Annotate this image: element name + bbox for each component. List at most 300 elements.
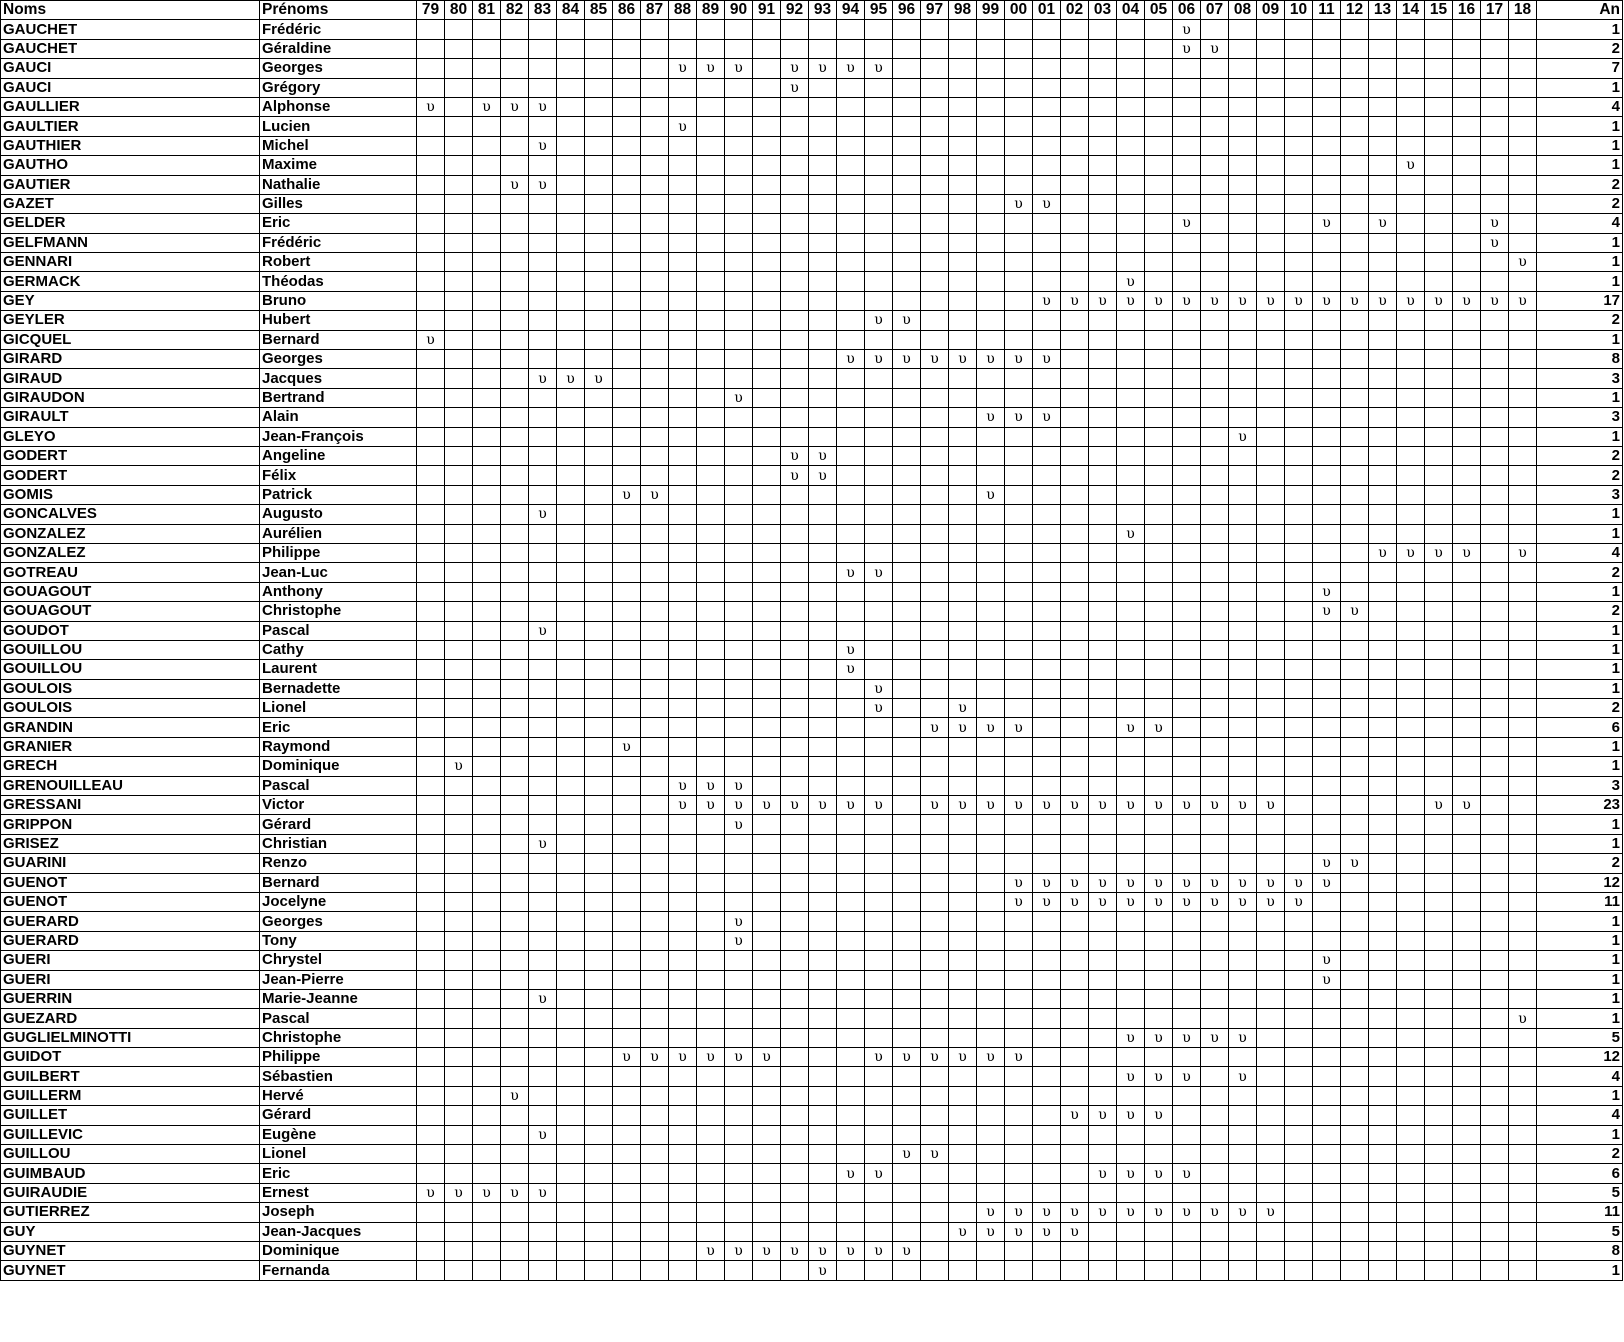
- cell-empty-16: [1453, 989, 1481, 1008]
- cell-empty-86: [613, 78, 641, 97]
- cell-empty-05: [1145, 330, 1173, 349]
- cell-empty-11: [1313, 1106, 1341, 1125]
- cell-empty-87: [641, 776, 669, 795]
- cell-empty-13: [1369, 602, 1397, 621]
- cell-mark-94: υ: [837, 563, 865, 582]
- cell-empty-96: [893, 892, 921, 911]
- cell-empty-86: [613, 136, 641, 155]
- cell-empty-84: [557, 20, 585, 39]
- cell-empty-82: [501, 892, 529, 911]
- cell-empty-84: [557, 1164, 585, 1183]
- cell-empty-07: [1201, 1106, 1229, 1125]
- cell-empty-08: [1229, 1145, 1257, 1164]
- cell-empty-81: [473, 718, 501, 737]
- cell-total: 4: [1537, 1067, 1623, 1086]
- cell-empty-91: [753, 892, 781, 911]
- cell-empty-81: [473, 602, 501, 621]
- cell-empty-92: [781, 834, 809, 853]
- cell-mark-82: υ: [501, 1086, 529, 1105]
- cell-empty-14: [1397, 989, 1425, 1008]
- cell-empty-12: [1341, 1183, 1369, 1202]
- cell-nom: GEY: [1, 291, 260, 310]
- cell-empty-04: [1117, 214, 1145, 233]
- cell-mark-94: υ: [837, 640, 865, 659]
- cell-empty-07: [1201, 97, 1229, 116]
- cell-empty-10: [1285, 214, 1313, 233]
- header-year-91: 91: [753, 1, 781, 20]
- cell-empty-79: [417, 621, 445, 640]
- cell-empty-79: [417, 1145, 445, 1164]
- cell-empty-97: [921, 776, 949, 795]
- cell-empty-80: [445, 117, 473, 136]
- cell-empty-16: [1453, 1086, 1481, 1105]
- cell-empty-13: [1369, 408, 1397, 427]
- cell-empty-03: [1089, 194, 1117, 213]
- cell-empty-89: [697, 679, 725, 698]
- cell-empty-01: [1033, 1125, 1061, 1144]
- cell-empty-12: [1341, 776, 1369, 795]
- cell-empty-12: [1341, 1106, 1369, 1125]
- cell-empty-98: [949, 1125, 977, 1144]
- cell-empty-82: [501, 1125, 529, 1144]
- cell-empty-05: [1145, 1048, 1173, 1067]
- cell-empty-10: [1285, 776, 1313, 795]
- cell-empty-13: [1369, 78, 1397, 97]
- cell-total: 5: [1537, 1222, 1623, 1241]
- cell-empty-01: [1033, 1048, 1061, 1067]
- cell-nom: GOULOIS: [1, 679, 260, 698]
- cell-empty-04: [1117, 660, 1145, 679]
- cell-empty-05: [1145, 485, 1173, 504]
- cell-empty-94: [837, 989, 865, 1008]
- cell-empty-85: [585, 136, 613, 155]
- cell-empty-91: [753, 834, 781, 853]
- cell-mark-18: υ: [1509, 291, 1537, 310]
- cell-empty-13: [1369, 970, 1397, 989]
- cell-empty-98: [949, 369, 977, 388]
- cell-empty-93: [809, 524, 837, 543]
- cell-empty-12: [1341, 815, 1369, 834]
- cell-empty-83: [529, 291, 557, 310]
- cell-empty-80: [445, 1028, 473, 1047]
- cell-empty-01: [1033, 737, 1061, 756]
- cell-empty-08: [1229, 505, 1257, 524]
- cell-empty-10: [1285, 350, 1313, 369]
- cell-nom: GUIMBAUD: [1, 1164, 260, 1183]
- cell-empty-97: [921, 253, 949, 272]
- cell-empty-06: [1173, 78, 1201, 97]
- cell-prenom: Patrick: [260, 485, 417, 504]
- cell-empty-84: [557, 854, 585, 873]
- cell-empty-82: [501, 427, 529, 446]
- cell-empty-80: [445, 892, 473, 911]
- cell-empty-09: [1257, 466, 1285, 485]
- cell-empty-10: [1285, 1009, 1313, 1028]
- cell-mark-00: υ: [1005, 350, 1033, 369]
- cell-empty-14: [1397, 699, 1425, 718]
- cell-empty-12: [1341, 660, 1369, 679]
- cell-empty-00: [1005, 1261, 1033, 1280]
- cell-mark-83: υ: [529, 369, 557, 388]
- cell-empty-10: [1285, 640, 1313, 659]
- cell-empty-18: [1509, 873, 1537, 892]
- cell-empty-96: [893, 117, 921, 136]
- cell-empty-91: [753, 679, 781, 698]
- cell-empty-05: [1145, 679, 1173, 698]
- cell-mark-91: υ: [753, 1048, 781, 1067]
- cell-empty-07: [1201, 834, 1229, 853]
- cell-empty-91: [753, 466, 781, 485]
- cell-mark-80: υ: [445, 1183, 473, 1202]
- cell-mark-12: υ: [1341, 602, 1369, 621]
- cell-empty-11: [1313, 776, 1341, 795]
- cell-total: 1: [1537, 970, 1623, 989]
- cell-empty-86: [613, 20, 641, 39]
- cell-empty-14: [1397, 1183, 1425, 1202]
- cell-empty-16: [1453, 59, 1481, 78]
- cell-total: 1: [1537, 505, 1623, 524]
- cell-empty-15: [1425, 311, 1453, 330]
- cell-nom: GUYNET: [1, 1261, 260, 1280]
- cell-empty-98: [949, 582, 977, 601]
- cell-empty-17: [1481, 1125, 1509, 1144]
- cell-empty-88: [669, 39, 697, 58]
- cell-empty-91: [753, 1067, 781, 1086]
- cell-empty-03: [1089, 524, 1117, 543]
- cell-empty-96: [893, 156, 921, 175]
- cell-empty-16: [1453, 1222, 1481, 1241]
- cell-mark-07: υ: [1201, 796, 1229, 815]
- cell-empty-07: [1201, 582, 1229, 601]
- cell-empty-96: [893, 253, 921, 272]
- cell-empty-08: [1229, 679, 1257, 698]
- cell-empty-87: [641, 1086, 669, 1105]
- cell-empty-93: [809, 1222, 837, 1241]
- cell-empty-88: [669, 1028, 697, 1047]
- cell-nom: GRIPPON: [1, 815, 260, 834]
- table-row: [1, 59, 1623, 78]
- cell-empty-80: [445, 1203, 473, 1222]
- cell-empty-17: [1481, 1164, 1509, 1183]
- cell-empty-94: [837, 39, 865, 58]
- cell-empty-95: [865, 1106, 893, 1125]
- cell-empty-85: [585, 233, 613, 252]
- cell-empty-81: [473, 640, 501, 659]
- cell-empty-02: [1061, 175, 1089, 194]
- cell-mark-06: υ: [1173, 39, 1201, 58]
- cell-empty-92: [781, 1106, 809, 1125]
- cell-empty-83: [529, 931, 557, 950]
- cell-empty-16: [1453, 1261, 1481, 1280]
- cell-empty-99: [977, 388, 1005, 407]
- cell-mark-86: υ: [613, 1048, 641, 1067]
- cell-empty-13: [1369, 776, 1397, 795]
- cell-empty-79: [417, 59, 445, 78]
- cell-empty-11: [1313, 718, 1341, 737]
- cell-empty-83: [529, 718, 557, 737]
- cell-empty-95: [865, 873, 893, 892]
- cell-empty-08: [1229, 136, 1257, 155]
- cell-empty-93: [809, 97, 837, 116]
- cell-empty-89: [697, 892, 725, 911]
- cell-empty-11: [1313, 505, 1341, 524]
- cell-empty-97: [921, 660, 949, 679]
- cell-empty-96: [893, 1028, 921, 1047]
- cell-empty-98: [949, 815, 977, 834]
- cell-empty-89: [697, 757, 725, 776]
- cell-empty-10: [1285, 970, 1313, 989]
- cell-empty-81: [473, 253, 501, 272]
- cell-mark-03: υ: [1089, 892, 1117, 911]
- table-row: [1, 912, 1623, 931]
- cell-empty-00: [1005, 272, 1033, 291]
- cell-empty-99: [977, 59, 1005, 78]
- cell-empty-81: [473, 543, 501, 562]
- cell-empty-10: [1285, 699, 1313, 718]
- cell-empty-96: [893, 1086, 921, 1105]
- cell-empty-07: [1201, 737, 1229, 756]
- cell-empty-08: [1229, 718, 1257, 737]
- cell-empty-85: [585, 466, 613, 485]
- cell-empty-96: [893, 912, 921, 931]
- cell-empty-06: [1173, 1183, 1201, 1202]
- cell-empty-95: [865, 330, 893, 349]
- cell-empty-89: [697, 660, 725, 679]
- cell-empty-03: [1089, 815, 1117, 834]
- cell-prenom: Bernard: [260, 330, 417, 349]
- cell-empty-83: [529, 1145, 557, 1164]
- cell-empty-97: [921, 1086, 949, 1105]
- cell-empty-18: [1509, 1145, 1537, 1164]
- cell-empty-15: [1425, 350, 1453, 369]
- cell-mark-16: υ: [1453, 291, 1481, 310]
- cell-empty-85: [585, 1203, 613, 1222]
- cell-mark-93: υ: [809, 1242, 837, 1261]
- cell-prenom: Hervé: [260, 1086, 417, 1105]
- cell-empty-83: [529, 485, 557, 504]
- cell-mark-90: υ: [725, 796, 753, 815]
- cell-empty-05: [1145, 369, 1173, 388]
- cell-empty-13: [1369, 524, 1397, 543]
- cell-prenom: Michel: [260, 136, 417, 155]
- cell-empty-00: [1005, 446, 1033, 465]
- cell-empty-16: [1453, 466, 1481, 485]
- cell-empty-17: [1481, 311, 1509, 330]
- cell-empty-83: [529, 640, 557, 659]
- cell-empty-98: [949, 660, 977, 679]
- cell-empty-00: [1005, 1183, 1033, 1202]
- cell-empty-82: [501, 350, 529, 369]
- cell-empty-10: [1285, 446, 1313, 465]
- cell-empty-87: [641, 602, 669, 621]
- cell-empty-96: [893, 718, 921, 737]
- cell-empty-98: [949, 834, 977, 853]
- cell-empty-09: [1257, 1048, 1285, 1067]
- cell-mark-95: υ: [865, 699, 893, 718]
- cell-empty-09: [1257, 1164, 1285, 1183]
- cell-empty-17: [1481, 892, 1509, 911]
- cell-empty-85: [585, 951, 613, 970]
- cell-empty-93: [809, 621, 837, 640]
- cell-empty-96: [893, 1009, 921, 1028]
- cell-empty-01: [1033, 640, 1061, 659]
- cell-empty-05: [1145, 350, 1173, 369]
- cell-empty-09: [1257, 1009, 1285, 1028]
- cell-empty-88: [669, 446, 697, 465]
- cell-empty-85: [585, 718, 613, 737]
- cell-empty-80: [445, 408, 473, 427]
- cell-empty-81: [473, 776, 501, 795]
- cell-mark-02: υ: [1061, 873, 1089, 892]
- cell-empty-93: [809, 970, 837, 989]
- cell-empty-15: [1425, 892, 1453, 911]
- cell-empty-88: [669, 1261, 697, 1280]
- cell-empty-10: [1285, 175, 1313, 194]
- cell-empty-14: [1397, 834, 1425, 853]
- table-row: [1, 388, 1623, 407]
- cell-empty-12: [1341, 640, 1369, 659]
- cell-empty-02: [1061, 543, 1089, 562]
- cell-empty-79: [417, 854, 445, 873]
- cell-empty-89: [697, 543, 725, 562]
- cell-empty-09: [1257, 989, 1285, 1008]
- cell-empty-95: [865, 989, 893, 1008]
- cell-empty-11: [1313, 311, 1341, 330]
- cell-empty-85: [585, 563, 613, 582]
- cell-empty-89: [697, 427, 725, 446]
- cell-empty-09: [1257, 931, 1285, 950]
- cell-mark-92: υ: [781, 78, 809, 97]
- cell-empty-84: [557, 1028, 585, 1047]
- cell-empty-10: [1285, 718, 1313, 737]
- cell-mark-97: υ: [921, 1048, 949, 1067]
- cell-empty-89: [697, 175, 725, 194]
- cell-empty-99: [977, 834, 1005, 853]
- cell-empty-12: [1341, 233, 1369, 252]
- cell-empty-12: [1341, 97, 1369, 116]
- cell-empty-10: [1285, 253, 1313, 272]
- cell-empty-16: [1453, 873, 1481, 892]
- cell-empty-88: [669, 272, 697, 291]
- cell-empty-83: [529, 660, 557, 679]
- cell-empty-06: [1173, 621, 1201, 640]
- cell-empty-06: [1173, 485, 1201, 504]
- cell-empty-00: [1005, 427, 1033, 446]
- cell-mark-00: υ: [1005, 1222, 1033, 1241]
- cell-prenom: Victor: [260, 796, 417, 815]
- cell-empty-80: [445, 446, 473, 465]
- cell-empty-08: [1229, 1261, 1257, 1280]
- cell-empty-18: [1509, 931, 1537, 950]
- cell-empty-82: [501, 272, 529, 291]
- cell-empty-03: [1089, 136, 1117, 155]
- cell-empty-87: [641, 660, 669, 679]
- cell-empty-92: [781, 543, 809, 562]
- cell-empty-10: [1285, 39, 1313, 58]
- cell-empty-83: [529, 951, 557, 970]
- cell-empty-96: [893, 951, 921, 970]
- cell-empty-92: [781, 854, 809, 873]
- cell-empty-00: [1005, 757, 1033, 776]
- cell-empty-99: [977, 1242, 1005, 1261]
- cell-total: 8: [1537, 1242, 1623, 1261]
- cell-empty-98: [949, 1009, 977, 1028]
- cell-empty-81: [473, 330, 501, 349]
- cell-mark-98: υ: [949, 1048, 977, 1067]
- cell-empty-95: [865, 1086, 893, 1105]
- cell-empty-81: [473, 1009, 501, 1028]
- cell-empty-94: [837, 699, 865, 718]
- cell-empty-82: [501, 621, 529, 640]
- cell-empty-99: [977, 1145, 1005, 1164]
- cell-empty-85: [585, 834, 613, 853]
- cell-empty-91: [753, 39, 781, 58]
- cell-empty-11: [1313, 757, 1341, 776]
- cell-empty-91: [753, 1125, 781, 1144]
- cell-empty-11: [1313, 1164, 1341, 1183]
- cell-empty-04: [1117, 136, 1145, 155]
- cell-empty-18: [1509, 408, 1537, 427]
- cell-empty-10: [1285, 78, 1313, 97]
- cell-empty-05: [1145, 446, 1173, 465]
- cell-empty-07: [1201, 543, 1229, 562]
- cell-empty-89: [697, 1009, 725, 1028]
- cell-empty-91: [753, 757, 781, 776]
- cell-empty-07: [1201, 1164, 1229, 1183]
- cell-empty-13: [1369, 350, 1397, 369]
- cell-mark-94: υ: [837, 1164, 865, 1183]
- cell-empty-81: [473, 989, 501, 1008]
- cell-empty-83: [529, 892, 557, 911]
- cell-empty-08: [1229, 446, 1257, 465]
- cell-prenom: Cathy: [260, 640, 417, 659]
- cell-empty-17: [1481, 388, 1509, 407]
- cell-empty-95: [865, 117, 893, 136]
- cell-empty-87: [641, 272, 669, 291]
- cell-empty-14: [1397, 757, 1425, 776]
- cell-empty-18: [1509, 39, 1537, 58]
- header-year-05: 05: [1145, 1, 1173, 20]
- cell-empty-12: [1341, 892, 1369, 911]
- cell-total: 1: [1537, 989, 1623, 1008]
- cell-empty-03: [1089, 485, 1117, 504]
- cell-empty-81: [473, 291, 501, 310]
- cell-empty-02: [1061, 1145, 1089, 1164]
- cell-empty-95: [865, 815, 893, 834]
- cell-empty-09: [1257, 563, 1285, 582]
- cell-empty-79: [417, 757, 445, 776]
- cell-empty-95: [865, 408, 893, 427]
- cell-empty-90: [725, 970, 753, 989]
- cell-empty-09: [1257, 194, 1285, 213]
- cell-empty-96: [893, 621, 921, 640]
- cell-empty-00: [1005, 815, 1033, 834]
- cell-total: 11: [1537, 1203, 1623, 1222]
- cell-empty-84: [557, 427, 585, 446]
- cell-empty-96: [893, 291, 921, 310]
- cell-empty-86: [613, 330, 641, 349]
- header-year-08: 08: [1229, 1, 1257, 20]
- cell-empty-82: [501, 660, 529, 679]
- cell-empty-07: [1201, 1222, 1229, 1241]
- cell-empty-00: [1005, 602, 1033, 621]
- cell-empty-82: [501, 873, 529, 892]
- cell-empty-02: [1061, 1067, 1089, 1086]
- cell-empty-87: [641, 892, 669, 911]
- cell-empty-01: [1033, 815, 1061, 834]
- cell-empty-04: [1117, 563, 1145, 582]
- cell-empty-88: [669, 233, 697, 252]
